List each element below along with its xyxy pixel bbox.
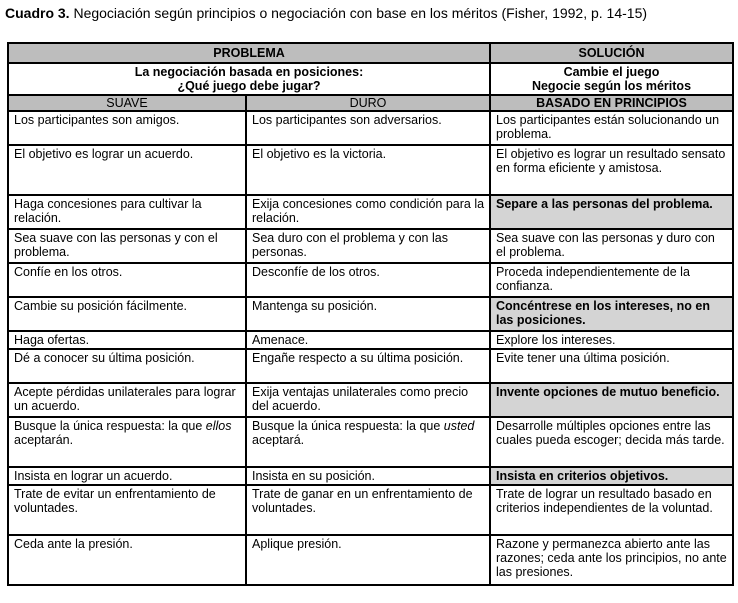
column-header-principios: BASADO EN PRINCIPIOS — [490, 95, 733, 111]
table-row — [8, 331, 733, 349]
cell-suave: Cambie su posición fácilmente. — [8, 297, 246, 331]
cell-principios: El objetivo es lograr un resultado sensato en forma eficiente y amistosa. — [490, 145, 733, 195]
table-row — [8, 297, 733, 331]
cell-principios: Razone y permanezca abierto ante las razones; ceda ante los principios, no ante las presiones. — [490, 535, 733, 585]
cell-principios: Separe a las personas del problema. — [490, 195, 733, 229]
cell-duro: Sea duro con el problema y con las personas. — [246, 229, 490, 263]
cell-duro: Los participantes son adversarios. — [246, 111, 490, 145]
cell-duro: Engañe respecto a su última posición. — [246, 349, 490, 383]
table-row — [8, 467, 733, 485]
cell-principios: Insista en criterios objetivos. — [490, 467, 733, 485]
cell-duro: Insista en su posición. — [246, 467, 490, 485]
table-row — [8, 485, 733, 535]
cell-duro: Exija concesiones como condición para la relación. — [246, 195, 490, 229]
cell-principios: Concéntrese en los intereses, no en las posiciones. — [490, 297, 733, 331]
column-header-duro: DURO — [246, 95, 490, 111]
table-row — [8, 229, 733, 263]
subheader-problema-line2: ¿Qué juego debe jugar? — [177, 79, 321, 93]
cell-duro: Mantenga su posición. — [246, 297, 490, 331]
cell-suave: Los participantes son amigos. — [8, 111, 246, 145]
cell-principios: Desarrolle múltiples opciones entre las cuales pueda escoger; decida más tarde. — [490, 417, 733, 467]
table-row — [8, 145, 733, 195]
cell-duro-emphasis: usted — [443, 419, 475, 433]
negotiation-table — [7, 42, 734, 586]
subheader-problema-line1: La negociación basada en posiciones: — [134, 65, 364, 79]
cell-duro: Trate de ganar en un enfrentamiento de voluntades. — [246, 485, 490, 535]
cell-suave: Trate de evitar un enfrentamiento de voluntades. — [8, 485, 246, 535]
cell-duro: Aplique presión. — [246, 535, 490, 585]
cell-principios: Sea suave con las personas y duro con el problema. — [490, 229, 733, 263]
header-problema: PROBLEMA — [8, 43, 490, 63]
table-row — [8, 111, 733, 145]
subheader-solucion — [490, 63, 733, 95]
caption-text: Negociación según principios o negociación con base en los méritos (Fisher, 1992, p. 14-15) — [69, 5, 648, 21]
table-row — [8, 263, 733, 297]
cell-suave: Haga concesiones para cultivar la relación. — [8, 195, 246, 229]
cell-principios: Invente opciones de mutuo beneficio. — [490, 383, 733, 417]
subheader-problema — [8, 63, 490, 95]
cell-suave-text-b: aceptarán. — [14, 433, 74, 447]
caption-label: Cuadro 3. — [5, 5, 70, 21]
table-row — [8, 349, 733, 383]
cell-principios: Evite tener una última posición. — [490, 349, 733, 383]
cell-duro — [246, 417, 490, 467]
cell-suave: El objetivo es lograr un acuerdo. — [8, 145, 246, 195]
cell-suave: Ceda ante la presión. — [8, 535, 246, 585]
cell-principios: Proceda independientemente de la confianza. — [490, 263, 733, 297]
cell-principios: Los participantes están solucionando un problema. — [490, 111, 733, 145]
subheader-solucion-line2: Negocie según los méritos — [531, 79, 692, 93]
cell-suave-text-a: Busque la única respuesta: la que — [14, 419, 206, 433]
column-header-suave: SUAVE — [8, 95, 246, 111]
cell-duro-text-b: aceptará. — [252, 433, 305, 447]
cell-suave: Acepte pérdidas unilaterales para lograr un acuerdo. — [8, 383, 246, 417]
cell-suave: Confíe en los otros. — [8, 263, 246, 297]
cell-duro: Desconfíe de los otros. — [246, 263, 490, 297]
cell-suave: Sea suave con las personas y con el problema. — [8, 229, 246, 263]
cell-duro: Amenace. — [246, 331, 490, 349]
cell-suave-emphasis: ellos — [205, 419, 232, 433]
cell-suave — [8, 417, 246, 467]
cell-principios: Trate de lograr un resultado basado en criterios independientes de la voluntad. — [490, 485, 733, 535]
cell-duro-text-a: Busque la única respuesta: la que — [252, 419, 444, 433]
table-row — [8, 383, 733, 417]
cell-duro: Exija ventajas unilaterales como precio del acuerdo. — [246, 383, 490, 417]
cell-duro: El objetivo es la victoria. — [246, 145, 490, 195]
table-row — [8, 417, 733, 467]
header-solucion: SOLUCIÓN — [490, 43, 733, 63]
table-row — [8, 535, 733, 585]
table-row — [8, 195, 733, 229]
subheader-solucion-line1: Cambie el juego — [563, 65, 660, 79]
cell-suave: Insista en lograr un acuerdo. — [8, 467, 246, 485]
cell-principios: Explore los intereses. — [490, 331, 733, 349]
cell-suave: Haga ofertas. — [8, 331, 246, 349]
cell-suave: Dé a conocer su última posición. — [8, 349, 246, 383]
table-caption — [5, 5, 647, 21]
